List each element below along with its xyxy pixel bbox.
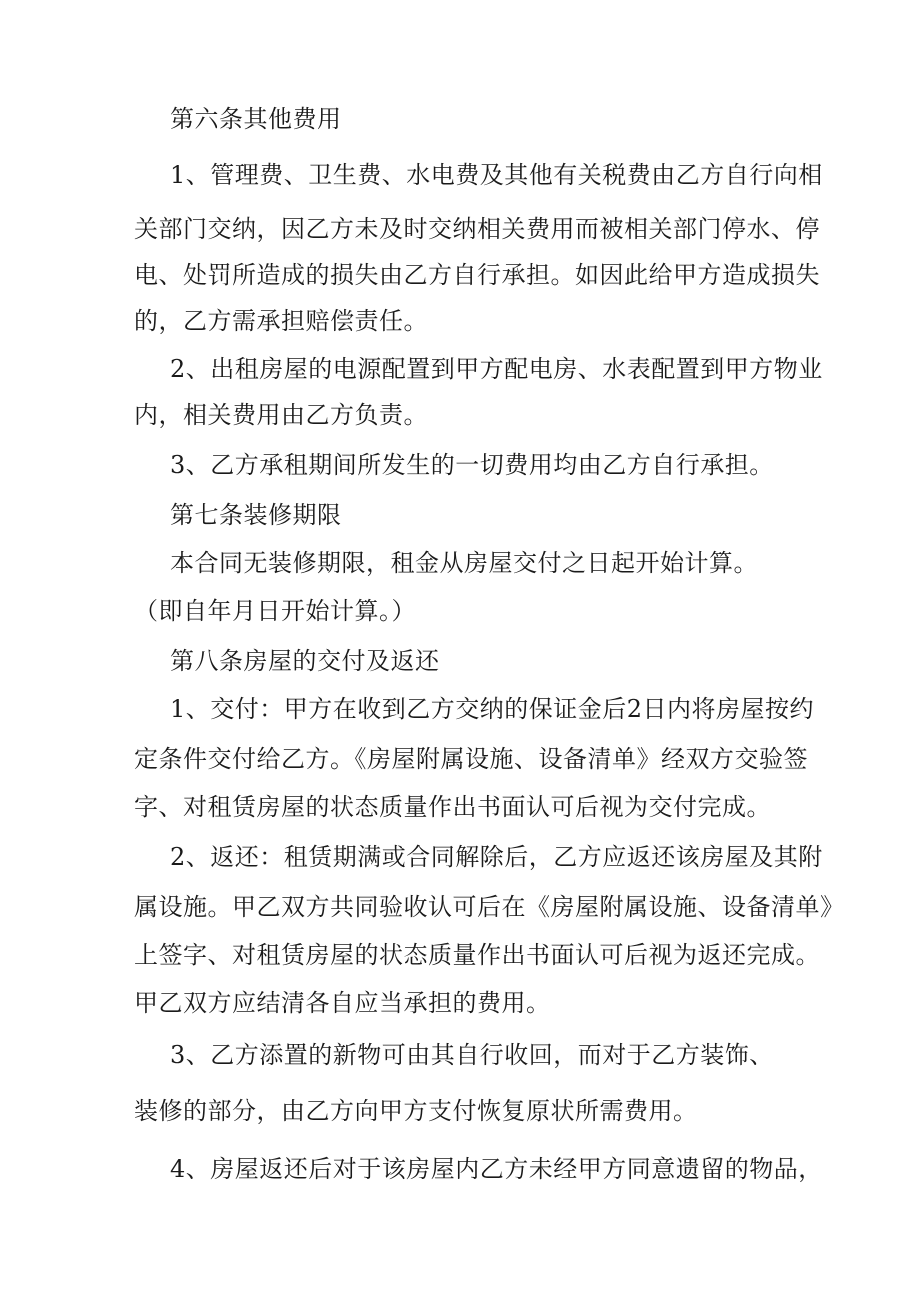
paragraph-line: 甲乙双方应结清各自应当承担的费用。 xyxy=(134,989,551,1017)
paragraph-line: 3、乙方添置的新物可由其自行收回，而对于乙方装饰、 xyxy=(170,1041,774,1069)
paragraph-line: 关部门交纳，因乙方未及时交纳相关费用而被相关部门停水、停 xyxy=(134,215,820,243)
paragraph-line: 电、处罚所造成的损失由乙方自行承担。如因此给甲方造成损失 xyxy=(134,261,820,289)
section-heading-8: 第八条房屋的交付及返还 xyxy=(170,647,440,675)
paragraph-line: 内，相关费用由乙方负责。 xyxy=(134,401,428,429)
paragraph-line: 4、房屋返还后对于该房屋内乙方未经甲方同意遗留的物品， xyxy=(170,1155,823,1183)
section-heading-6: 第六条其他费用 xyxy=(170,105,342,133)
paragraph-line: 属设施。甲乙双方共同验收认可后在《房屋附属设施、设备清单》 xyxy=(134,893,845,921)
paragraph-line: 本合同无装修期限，租金从房屋交付之日起开始计算。 xyxy=(170,549,758,577)
section-heading-7: 第七条装修期限 xyxy=(170,501,342,529)
paragraph-line: 装修的部分，由乙方向甲方支付恢复原状所需费用。 xyxy=(134,1097,698,1125)
paragraph-line: 字、对租赁房屋的状态质量作出书面认可后视为交付完成。 xyxy=(134,793,771,821)
paragraph-line: 上签字、对租赁房屋的状态质量作出书面认可后视为返还完成。 xyxy=(134,941,820,969)
paragraph-line: 3、乙方承租期间所发生的一切费用均由乙方自行承担。 xyxy=(170,451,774,479)
paragraph-line: 2、出租房屋的电源配置到甲方配电房、水表配置到甲方物业 xyxy=(170,355,823,383)
paragraph-line: （即自年月日开始计算。） xyxy=(134,597,416,625)
paragraph-line: 1、管理费、卫生费、水电费及其他有关税费由乙方自行向相 xyxy=(170,161,823,189)
paragraph-line: 定条件交付给乙方。《房屋附属设施、设备清单》经双方交验签 xyxy=(134,745,808,773)
paragraph-line: 1、交付：甲方在收到乙方交纳的保证金后2日内将房屋按约 xyxy=(170,695,815,723)
paragraph-line: 2、返还：租赁期满或合同解除后，乙方应返还该房屋及其附 xyxy=(170,843,823,871)
paragraph-line: 的，乙方需承担赔偿责任。 xyxy=(134,307,428,335)
